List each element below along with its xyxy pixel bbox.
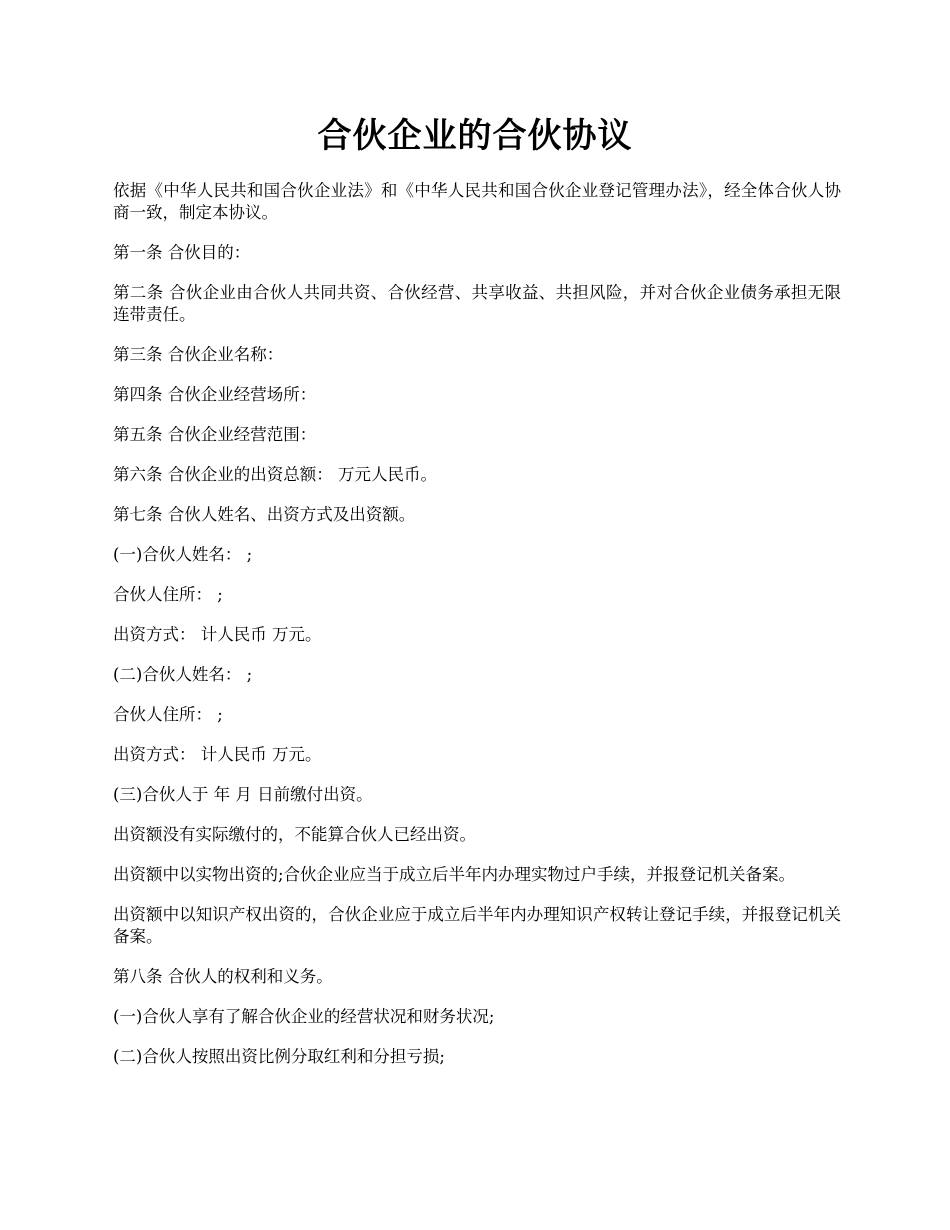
- paragraph-partner-2-contribution: 出资方式： 计人民币 万元。: [113, 745, 322, 764]
- paragraph-article-1: 第一条 合伙目的：: [113, 243, 251, 262]
- paragraph-right-1: (一)合伙人享有了解合伙企业的经营状况和财务状况;: [113, 1007, 495, 1026]
- paragraph-ip-contribution: 出资额中以知识产权出资的，合伙企业应于成立后半年内办理知识产权转让登记手续，并报登记机关备案。: [113, 905, 841, 946]
- paragraph-article-4: 第四条 合伙企业经营场所：: [113, 385, 317, 404]
- paragraph-unpaid-contribution: 出资额没有实际缴付的，不能算合伙人已经出资。: [113, 825, 476, 844]
- paragraph-article-7: 第七条 合伙人姓名、出资方式及出资额。: [113, 505, 416, 524]
- paragraph-partner-1-name: (一)合伙人姓名： ;: [113, 545, 253, 564]
- paragraph-article-6: 第六条 合伙企业的出资总额： 万元人民币。: [113, 465, 437, 484]
- paragraph-article-8: 第八条 合伙人的权利和义务。: [113, 967, 333, 986]
- document-title: 合伙企业的合伙协议: [317, 116, 633, 156]
- paragraph-article-5: 第五条 合伙企业经营范围：: [113, 425, 317, 444]
- paragraph-preamble: 依据《中华人民共和国合伙企业法》和《中华人民共和国合伙企业登记管理办法》，经全体合伙人协商一致，制定本协议。: [113, 181, 841, 222]
- paragraph-partner-2-address: 合伙人住所： ;: [113, 705, 223, 724]
- paragraph-partner-2-name: (二)合伙人姓名： ;: [113, 665, 253, 684]
- paragraph-payment-deadline: (三)合伙人于 年 月 日前缴付出资。: [113, 785, 373, 804]
- paragraph-article-2: 第二条 合伙企业由合伙人共同共资、合伙经营、共享收益、共担风险，并对合伙企业债务承担无限连带责任。: [113, 283, 841, 324]
- paragraph-partner-1-address: 合伙人住所： ;: [113, 585, 223, 604]
- paragraph-physical-contribution: 出资额中以实物出资的;合伙企业应当于成立后半年内办理实物过户手续，并报登记机关备案。: [113, 865, 796, 884]
- paragraph-article-3: 第三条 合伙企业名称：: [113, 345, 284, 364]
- paragraph-partner-1-contribution: 出资方式： 计人民币 万元。: [113, 625, 322, 644]
- paragraph-right-2: (二)合伙人按照出资比例分取红利和分担亏损;: [113, 1047, 445, 1066]
- document-body: [113, 180, 841, 1086]
